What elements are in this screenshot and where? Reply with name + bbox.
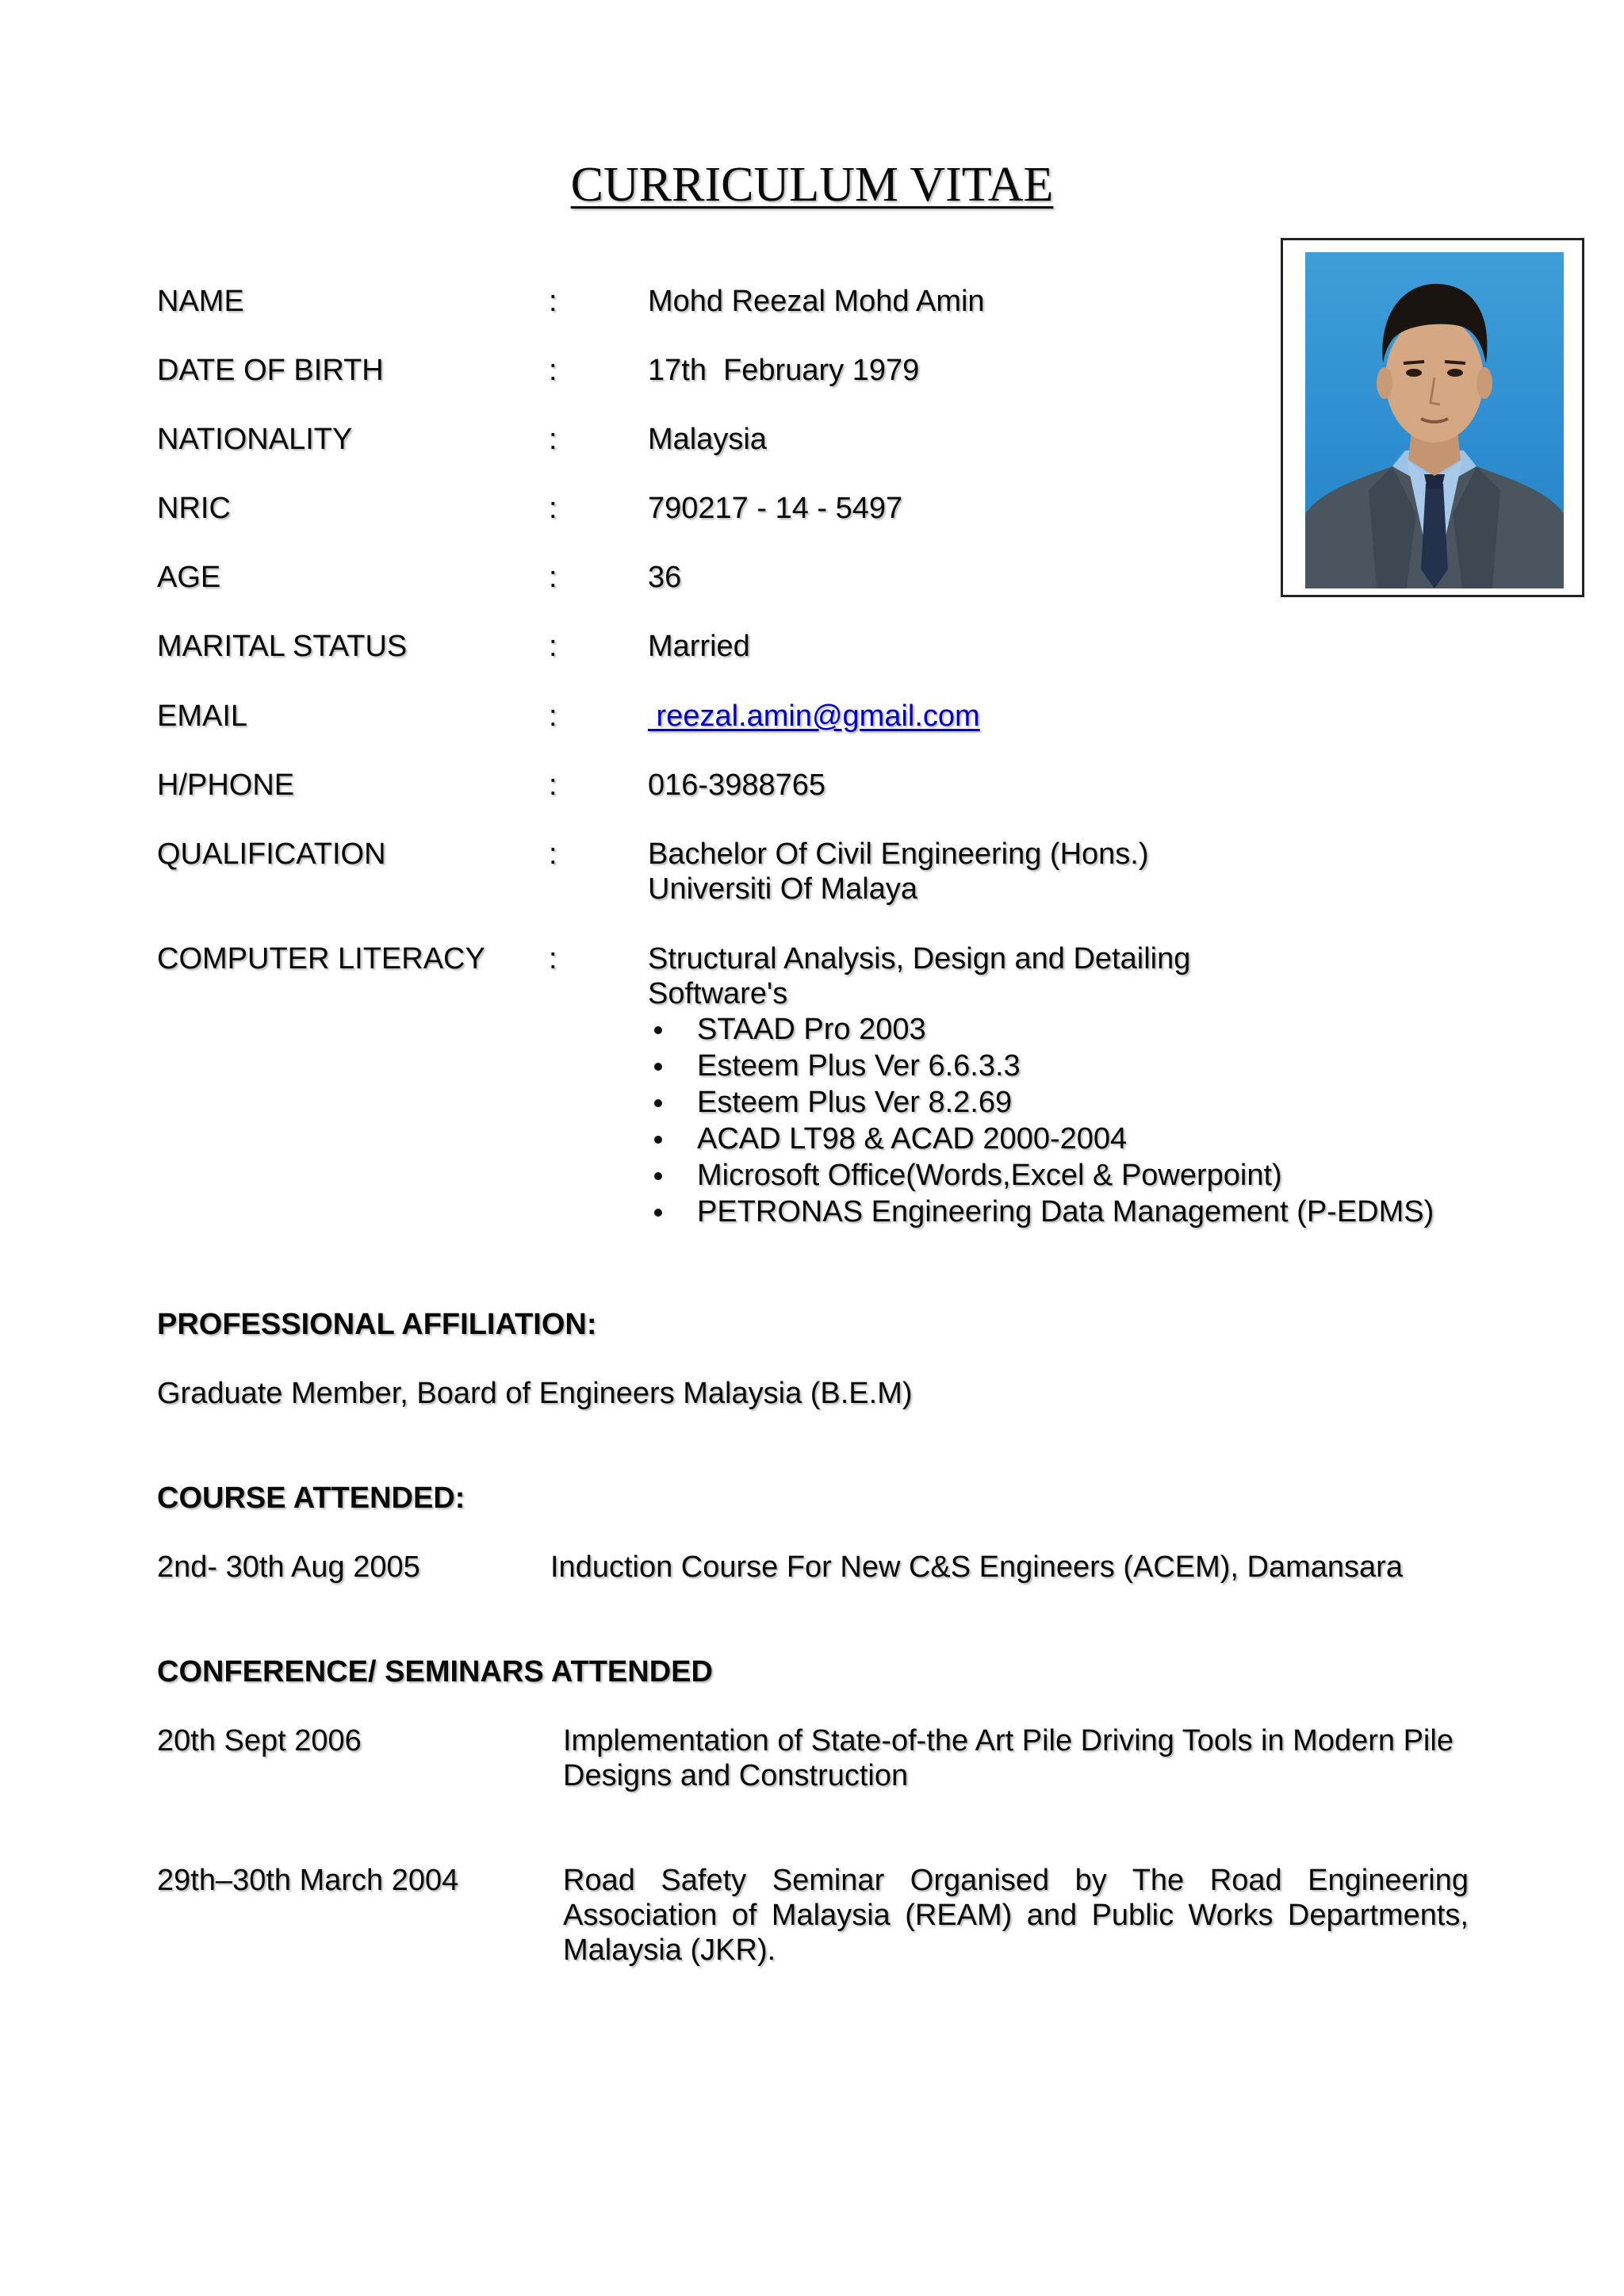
software-intro: Structural Analysis, Design and Detailing <box>648 942 1191 976</box>
field-value: 36 <box>648 561 682 594</box>
conference-description <box>563 1723 1469 1793</box>
field-value: 790217 - 14 - 5497 <box>648 492 903 525</box>
list-item: Microsoft Office(Words,Excel & Powerpoint) <box>648 1157 1434 1194</box>
list-item: STAAD Pro 2003 <box>648 1011 1434 1048</box>
section-heading-affiliation: PROFESSIONAL AFFILIATION: <box>157 1308 597 1341</box>
field-label: COMPUTER LITERACY <box>157 942 485 976</box>
field-value: 016-3988765 <box>648 769 825 802</box>
description-line: Association of Malaysia (REAM) and Public Works Departments, <box>563 1899 1469 1932</box>
field-colon: : <box>549 942 557 976</box>
bullet-icon <box>654 1063 662 1071</box>
field-label: NAME <box>157 285 244 318</box>
conference-date: 20th Sept 2006 <box>157 1724 362 1757</box>
field-value <box>648 941 1434 1230</box>
person-portrait-icon <box>1305 252 1564 588</box>
bullet-icon <box>654 1172 662 1180</box>
field-colon: : <box>549 423 557 456</box>
bullet-icon <box>654 1136 662 1144</box>
field-colon: : <box>549 561 557 594</box>
software-intro: Software's <box>648 977 788 1010</box>
conference-description <box>563 1863 1469 1968</box>
course-description: Induction Course For New C&S Engineers (ACEM), Damansara <box>550 1550 1403 1584</box>
field-colon: : <box>549 838 557 871</box>
field-value: 17th February 1979 <box>648 354 920 387</box>
field-value <box>648 837 1149 907</box>
section-heading-conference: CONFERENCE/ SEMINARS ATTENDED <box>157 1655 713 1688</box>
list-item: PETRONAS Engineering Data Management (P-EDMS) <box>648 1194 1434 1230</box>
conference-date: 29th–30th March 2004 <box>157 1864 459 1897</box>
description-line: Malaysia (JKR). <box>563 1934 776 1967</box>
field-label: DATE OF BIRTH <box>157 354 384 387</box>
field-value: Married <box>648 630 750 663</box>
list-item: ACAD LT98 & ACAD 2000-2004 <box>648 1121 1434 1157</box>
list-item: Esteem Plus Ver 8.2.69 <box>648 1084 1434 1121</box>
field-label: MARITAL STATUS <box>157 630 408 663</box>
field-value: Malaysia <box>648 423 767 456</box>
field-colon: : <box>549 285 557 318</box>
field-colon: : <box>549 492 557 525</box>
course-date: 2nd- 30th Aug 2005 <box>157 1550 420 1584</box>
field-label: QUALIFICATION <box>157 838 386 871</box>
field-label: AGE <box>157 561 221 594</box>
field-colon: : <box>549 769 557 802</box>
description-line: Implementation of State-of-the Art Pile Driving Tools in Modern Pile <box>563 1724 1454 1757</box>
field-colon: : <box>549 354 557 387</box>
description-line: Road Safety Seminar Organised by The Road Engineering <box>563 1864 1469 1897</box>
photo-frame <box>1281 238 1584 597</box>
list-item: Esteem Plus Ver 6.6.3.3 <box>648 1048 1434 1084</box>
bullet-icon <box>654 1099 662 1107</box>
field-label: EMAIL <box>157 700 248 733</box>
affiliation-text: Graduate Member, Board of Engineers Malaysia (B.E.M) <box>157 1377 913 1410</box>
email-link[interactable]: reezal.amin@gmail.com <box>648 700 980 733</box>
document-title: CURRICULUM VITAE <box>570 158 1054 212</box>
qualification-degree: Bachelor Of Civil Engineering (Hons.) <box>648 838 1149 871</box>
qualification-university: Universiti Of Malaya <box>648 872 917 906</box>
description-line: Designs and Construction <box>563 1759 909 1792</box>
bullet-icon <box>654 1026 662 1034</box>
field-colon: : <box>549 630 557 663</box>
field-label: NRIC <box>157 492 231 525</box>
field-value: Mohd Reezal Mohd Amin <box>648 285 985 318</box>
field-label: NATIONALITY <box>157 423 353 456</box>
passport-photo <box>1305 252 1564 588</box>
field-value <box>648 699 980 734</box>
software-list <box>648 1011 1434 1230</box>
bullet-icon <box>654 1209 662 1217</box>
section-heading-course: COURSE ATTENDED: <box>157 1481 465 1515</box>
field-label: H/PHONE <box>157 769 295 802</box>
field-colon: : <box>549 700 557 733</box>
